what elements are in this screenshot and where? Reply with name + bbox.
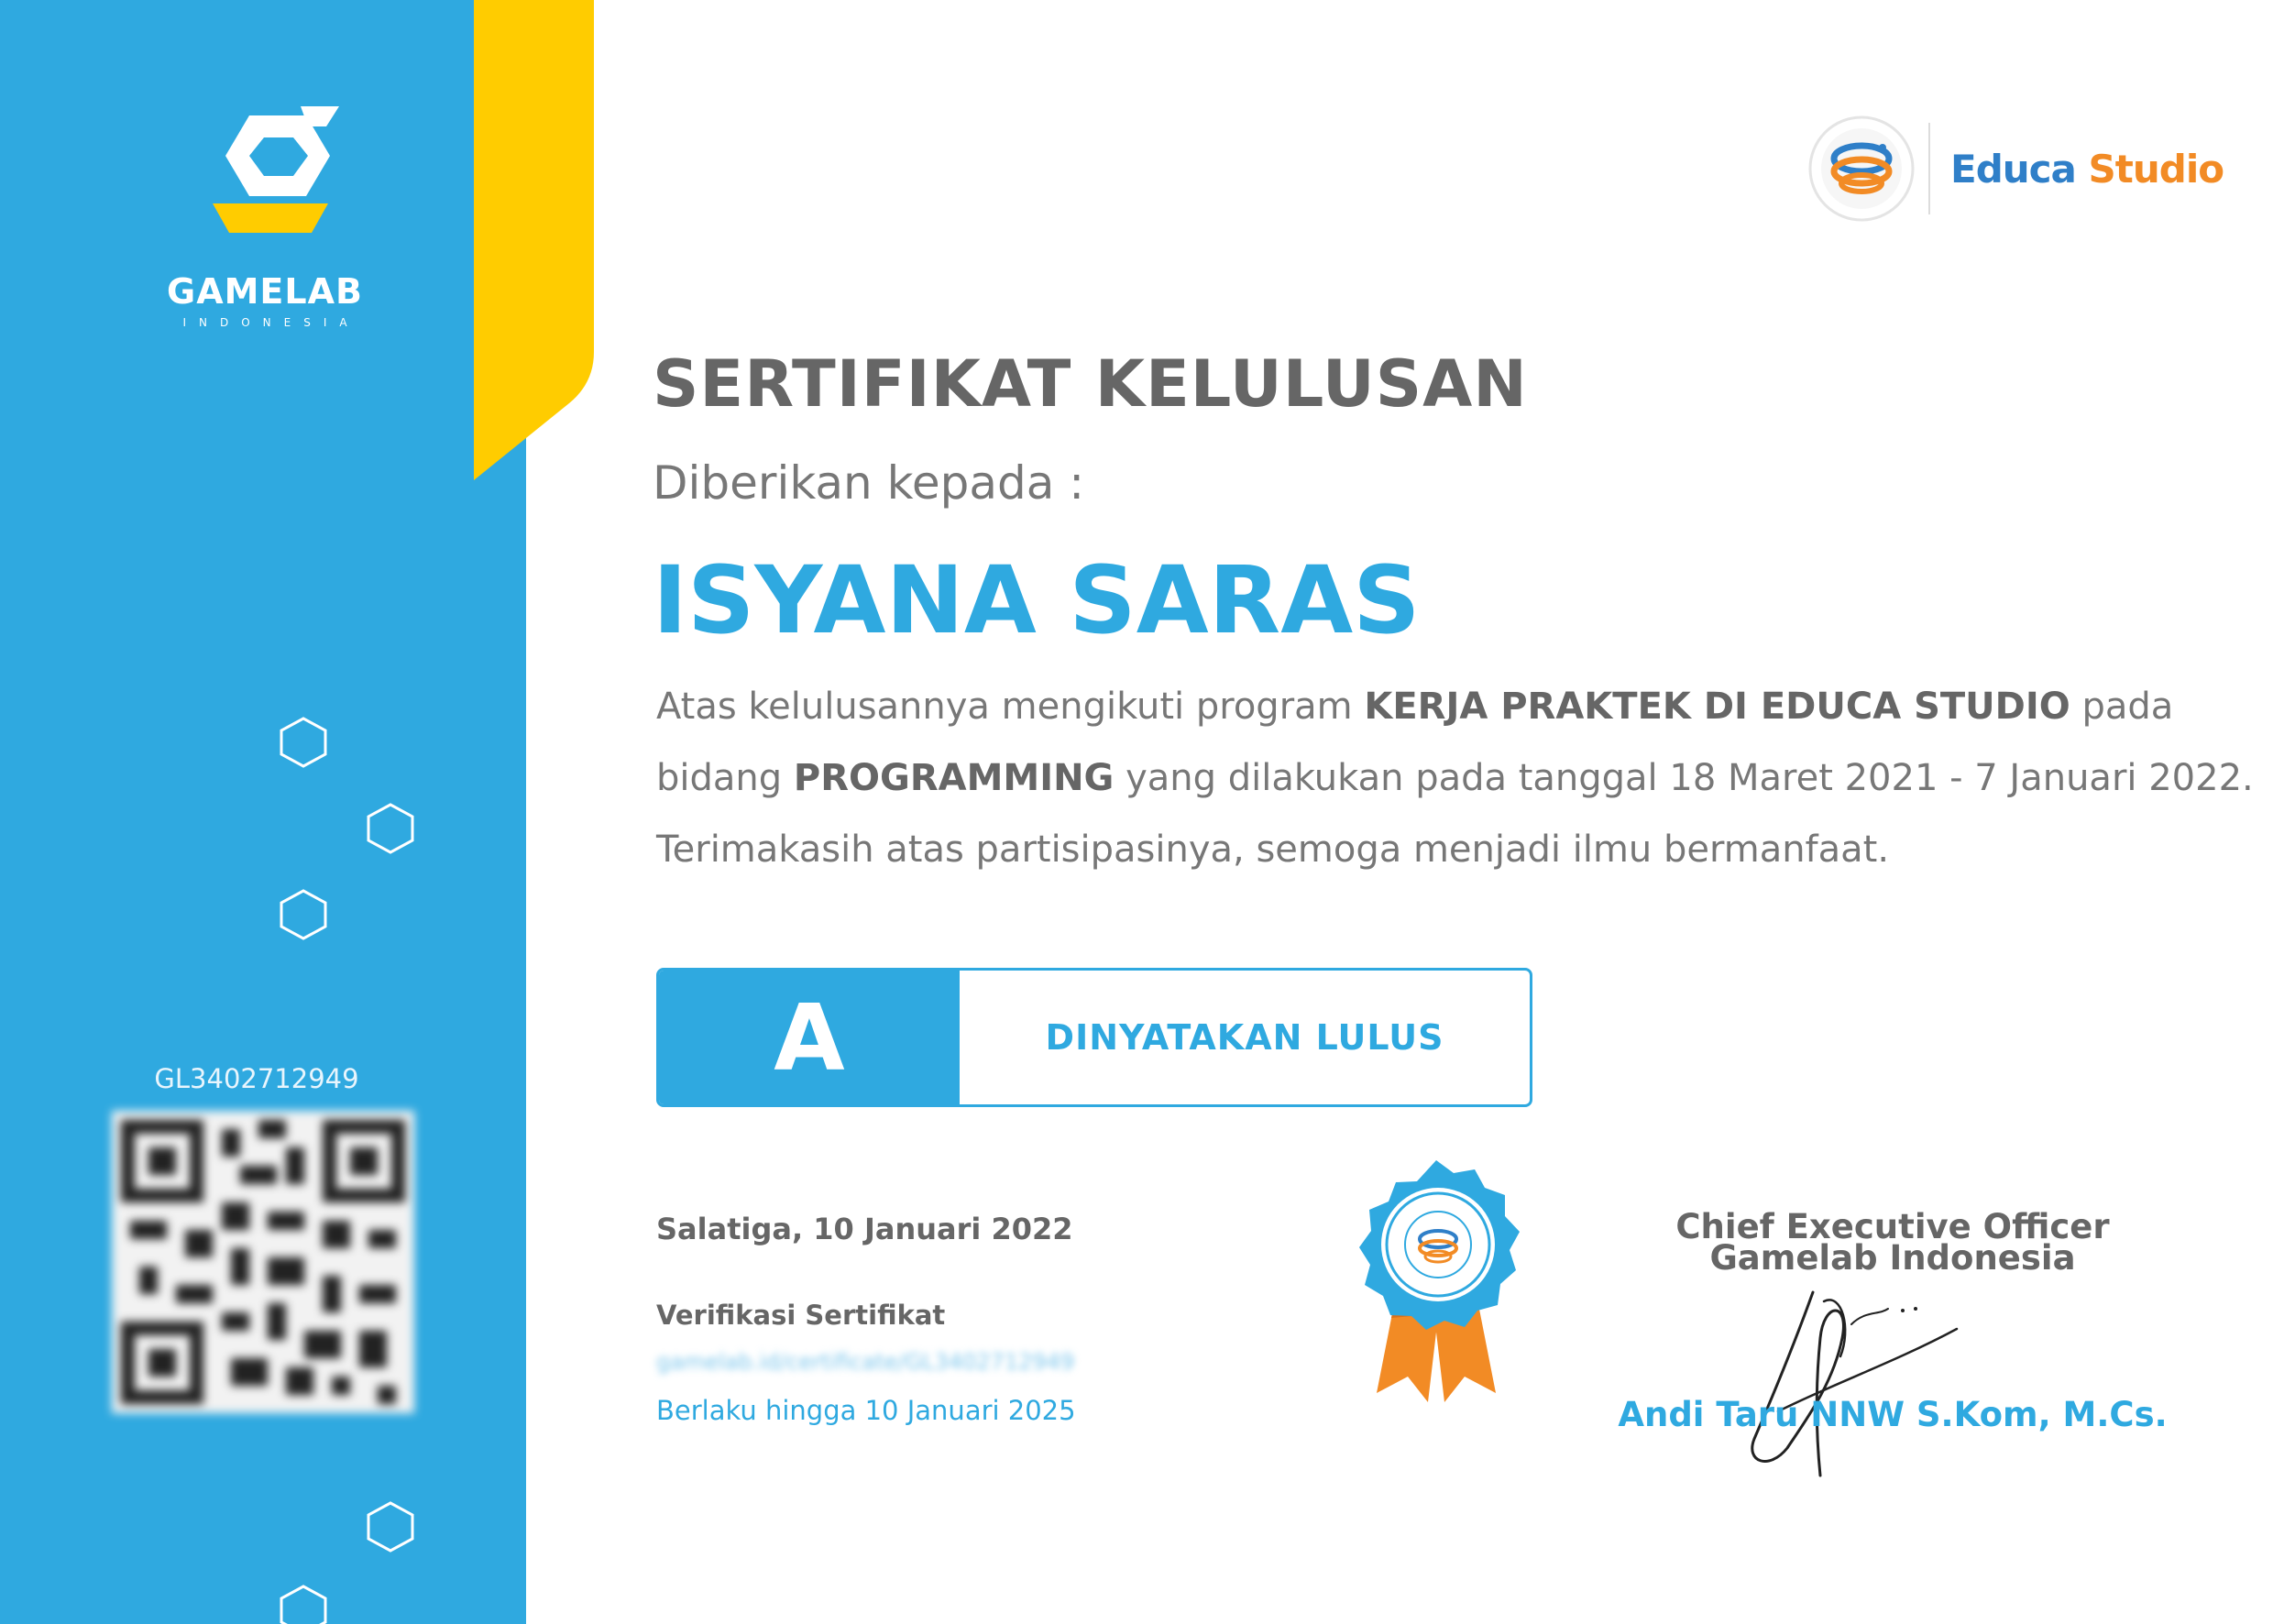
approval-seal-icon xyxy=(1340,1153,1532,1410)
grade-letter: A xyxy=(659,971,960,1104)
verification-link[interactable]: gamelab.id/certificate/GL3402712949 xyxy=(656,1349,1075,1375)
educa-studio-logo-text xyxy=(1950,147,2224,192)
hexagon-icon xyxy=(277,888,330,941)
certificate-body xyxy=(656,671,2269,885)
valid-until: Berlaku hingga 10 Januari 2025 xyxy=(656,1395,1076,1426)
yellow-accent-band xyxy=(474,0,594,480)
hexagon-icon xyxy=(364,1500,417,1553)
given-to-label: Diberikan kepada : xyxy=(653,456,1085,510)
gamelab-logo-icon xyxy=(192,95,348,251)
signer-title-line: Gamelab Indonesia xyxy=(1709,1238,2076,1278)
hexagon-icon xyxy=(277,716,330,769)
field-name: PROGRAMMING xyxy=(793,757,1115,799)
certificate-id: GL3402712949 xyxy=(154,1063,359,1094)
body-text-part: Atas kelulusannya mengikuti program xyxy=(656,686,1365,728)
signer-name: Andi Taru NNW S.Kom, M.Cs. xyxy=(1618,1395,2168,1434)
signer-title xyxy=(1558,1207,2227,1278)
body-text-part: yang dilakukan pada tanggal 18 Maret 2021 - 7 Januari 2022. Terimakasih atas partisipasinya, semoga menjadi ilmu bermanfaat. xyxy=(656,757,2254,871)
educa-studio-logo xyxy=(1807,114,2224,224)
gamelab-logo-text: GAMELAB xyxy=(167,271,363,312)
gamelab-logo-subtitle: INDONESIA xyxy=(182,316,360,329)
hexagon-icon xyxy=(364,802,417,855)
qr-code[interactable] xyxy=(112,1111,414,1413)
educa-studio-logo-icon xyxy=(1807,115,1916,223)
grade-status: DINYATAKAN LULUS xyxy=(1045,1017,1444,1058)
body-text-part: pada bidang xyxy=(656,686,2174,799)
logo-divider xyxy=(1928,123,1930,214)
certificate-title: SERTIFIKAT KELULUSAN xyxy=(653,346,1528,422)
educa-word: Educa xyxy=(1950,146,2076,192)
signature-icon xyxy=(1741,1274,1980,1494)
verification-label: Verifikasi Sertifikat xyxy=(656,1300,946,1331)
studio-word: Studio xyxy=(2088,146,2224,192)
grade-box xyxy=(656,968,1532,1107)
signer-title-line: Chief Executive Officer xyxy=(1675,1207,2110,1246)
place-date: Salatiga, 10 Januari 2022 xyxy=(656,1212,1073,1246)
program-name: KERJA PRAKTEK DI EDUCA STUDIO xyxy=(1364,686,2070,728)
hexagon-icon xyxy=(277,1584,330,1624)
recipient-name: ISYANA SARAS xyxy=(653,546,1421,655)
